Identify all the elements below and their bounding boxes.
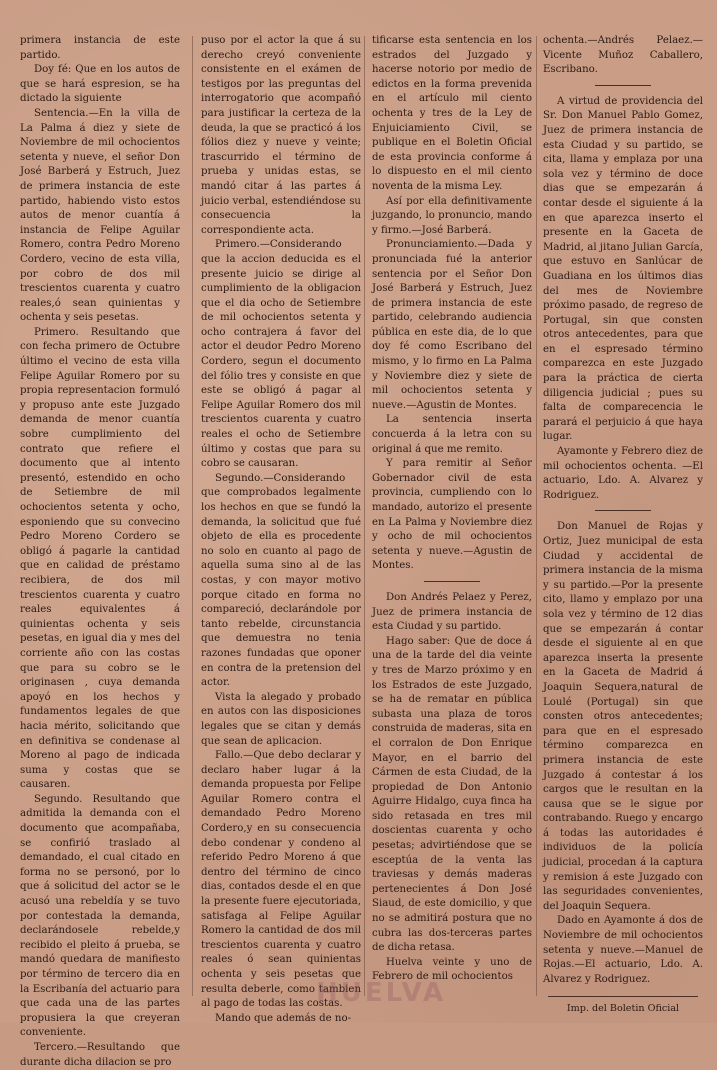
paragraph: puso por el actor la que á su derecho creyó conveniente consistente en el exámen de testigos por las preguntas del interrogatorio que acompañó para justificar la certeza de la deuda, la que se practicó á los fólios diez y nueve y veinte; trascurrido el término de prueba y unidas estas, se mandó citar á las partes á juicio verbal, estendiéndose su consecuencia la correspondiente acta. xyxy=(201,35,361,236)
paragraph: Segundo.—Considerando que comprobados legalmente los hechos en que se fundó la demanda, la solicitud que fué objeto de ella es procedente no solo en cuanto al pago de aquella suma sino al de las costas, y con mayor motivo porque citado en forma no compareció, declarándole por tanto rebelde, circunstancia que demuestra no tenia razones fundadas que oponer en contra de la pretension del actor. xyxy=(201,472,361,689)
paragraph: Y para remitir al Señor Gobernador civil de esta provincia, cumpliendo con lo mandado, autorizo el presente en La Palma y Noviembre diez y ocho de mil ochocientos setenta y nueve.—Agustin de Montes. xyxy=(372,458,532,572)
paragraph: Mando que además de no- xyxy=(215,1012,352,1024)
printer-imprint: Imp. del Boletin Oficial xyxy=(566,1003,680,1015)
paragraph: Vista la alegado y probado en autos con las disposiciones legales que se citan y demás que sean de aplicacion. xyxy=(201,691,361,747)
column-2 xyxy=(201,34,361,1024)
column-1 xyxy=(20,34,180,1068)
paragraph: Primero. Resultando que con fecha primero de Octubre último el vecino de esta villa Felipe Aguilar Romero por su propia representacion formuló y propuso ante este Juzgado demanda de menor cuantía sobre cumplimiento del contrato que refiere el documento que al intento presentó, estendido en ocho de Setiembre de mil ochocientos setenta y ocho, esponiendo que su convecino Pedro Moreno Cordero se obligó á pagarle la cantidad que en calidad de préstamo recibiera, de dos mil trescientos cuarenta y cuatro reales equivalentes á quinientas ochenta y seis pesetas, en igual dia y mes del corriente año con las costas que para su cobro se le originasen , cuya demanda apoyó en los hechos y fundamentos legales de que hacia mérito, solicitando que en definitiva se condenase al Moreno al pago de indicada suma y costas que se causaren. xyxy=(20,326,180,791)
column-divider xyxy=(536,36,537,996)
paragraph: Segundo. Resultando que admitida la demanda con el documento que acompañaba, se confirió traslado al demandado, el cual citado en forma no se personó, por lo que á solicitud del actor se le acusó una rebeldía y se tuvo por contestada la demanda, declarándosele rebelde,y recibido el pleito á prueba, se mandó quedara de manifiesto por término de tercero dia en la Escribanía del actuario para que cada una de las partes propusiera la que creyeran conveniente. xyxy=(20,793,180,1039)
paragraph: tificarse esta sentencia en los estrados del Juzgado y hacerse notorio por medio de edictos en la forma prevenida en el artículo mil ciento ochenta y tres de la Ley de Enjuiciamiento Civil, se publique en el Boletin Oficial de esta provincia conforme á lo dispuesto en el mil ciento noventa de la misma Ley. xyxy=(372,35,532,192)
paragraph: Así por ella definitivamente juzgando, lo pronuncio, mando y firmo.—José Barberá. xyxy=(372,195,532,236)
footer-rule xyxy=(548,996,698,997)
paragraph: Huelva veinte y uno de Febrero de mil ochocientos xyxy=(372,956,532,983)
paragraph: Tercero.—Resultando que durante dicha dilacion se pro xyxy=(20,1041,180,1068)
column-3 xyxy=(372,34,532,1000)
paragraph: Primero.—Considerando que la accion deducida es el presente juicio se dirige al cumplimiento de la obligacion que el dia ocho de Setiembre de mil ochocientos setenta y ocho contrajera á favor del actor el deudor Pedro Moreno Cordero, segun el documento del fólio tres y consiste en que este se obligó á pagar al Felipe Aguilar Romero dos mil trescientos cuarenta y cuatro reales el ocho de Setiembre último y costas que para su cobro se causaran. xyxy=(201,239,361,470)
column-4 xyxy=(543,34,703,1015)
paragraph: Fallo.—Que debo declarar y declaro haber lugar á la demanda propuesta por Felipe Aguilar Romero contra el demandado Pedro Moreno Cordero,y en su consecuencia debo condenar y condeno al referido Pedro Moreno á que dentro del término de cinco dias, contados desde el en que la presente fuere ejecutoriada, satisfaga al Felipe Aguilar Romero la cantidad de dos mil trescientos cuarenta y cuatro reales ó sean quinientas ochenta y seis pesetas que resulta deberle, como tambien al pago de todas las costas. xyxy=(201,750,361,1010)
paragraph: A virtud de providencia del Sr. Don Manuel Pablo Gomez, Juez de primera instancia de esta Ciudad y su partido, se cita, llama y emplaza por una sola vez y término de doce dias que se empezarán á contar desde el siguiente á la en que aparezca inserto el presente en la Gaceta de Madrid, al jitano Julian García, que estuvo en Sanlúcar de Guadiana en los últimos dias del mes de Noviembre próximo pasado, de regreso de Portugal, sin que consten otros antecedentes, para que en el espresado término comparezca en este Juzgado para la práctica de cierta diligencia judicial ; pues su falta de comparecencia le parará el perjuicio á que haya lugar. xyxy=(543,95,703,443)
paragraph: Don Andrés Pelaez y Perez, Juez de primera instancia de esta Ciudad y su partido. xyxy=(372,591,532,633)
paragraph: Hago saber: Que de doce á una de la tarde del dia veinte y tres de Marzo próximo y en los Estrados de este Juzgado, se ha de rematar en pública subasta una plaza de toros construida de maderas, sita en el corralon de Don Enrique Mayor, en el barrio del Cármen de esta Ciudad, de la propiedad de Don Antonio Aguirre Hidalgo, cuya finca ha sido retasada en tres mil doscientas cuarenta y ocho pesetas; advirtiéndose que se esceptúa de la venta las traviesas y demás maderas pertenecientes á Don José Siaud, de este domicilio, y que no se admitirá postura que no cubra las dos-terceras partes de dicha retasa. xyxy=(372,635,532,954)
paragraph: Don Manuel de Rojas y Ortiz, Juez municipal de esta Ciudad y accidental de primera instancia de la misma y su partido.—Por la presente cito, llamo y emplazo por una sola vez y término de 12 dias que se empezarán á contar desde el siguiente al en que aparezca inserta la presente en la Gaceta de Madrid á Joaquin Sequera,natural de Loulé (Portugal) sin que consten otros antecedentes; para que en el espresado término comparezca en primera instancia de este Juzgado á contestar á los cargos que le resultan en la causa que se le sigue por contrabando. Ruego y encargo á todas las autoridades é individuos de la policía judicial, procedan á la captura y remision á este Juzgado con las seguridades convenientes, del Joaquin Sequera. xyxy=(543,521,703,912)
paragraph: Ayamonte y Febrero diez de mil ochocientos ochenta. —El actuario, Ldo. A. Alvarez y Rodriguez. xyxy=(543,446,703,501)
paragraph: Sentencia.—En la villa de La Palma á diez y siete de Noviembre de mil ochocientos setenta y nueve, el señor Don José Barberá y Estruch, Juez de primera instancia de este partido, habiendo visto estos autos de menor cuantía á instancia de Felipe Aguilar Romero, contra Pedro Moreno Cordero, vecino de esta villa, por cobro de dos mil trescientos cuarenta y cuatro reales,ó sean quinientas y ochenta y seis pesetas. xyxy=(20,107,180,324)
paragraph: Pronunciamiento.—Dada y pronunciada fué la anterior sentencia por el Señor Don José Barberá y Estruch, Juez de primera instancia de este partido, celebrando audiencia pública en este dia, de lo que doy fé como Escribano del mismo, y lo firmo en La Palma y Noviembre diez y siete de mil ochocientos setenta y nueve.—Agustin de Montes. xyxy=(372,239,532,411)
paragraph: Doy fé: Que en los autos de que se hará espresion, se ha dictado la siguiente xyxy=(20,64,180,105)
section-separator xyxy=(595,85,651,86)
paragraph: Dado en Ayamonte á dos de Noviembre de mil ochocientos setenta y nueve.—Manuel de Rojas.—El actuario, Ldo. A. Alvarez y Rodriguez. xyxy=(543,915,703,985)
paragraph: primera instancia de este partido. xyxy=(20,35,180,61)
column-divider xyxy=(364,36,365,996)
paragraph: ochenta.—Andrés Pelaez.—Vicente Muñoz Caballero, Escribano. xyxy=(543,35,703,76)
column-divider xyxy=(192,36,193,996)
paragraph: La sentencia inserta concuerda á la letra con su original á que me remito. xyxy=(372,414,532,455)
section-separator xyxy=(595,510,651,511)
library-watermark: HUELVA xyxy=(316,978,447,1008)
section-separator xyxy=(424,581,480,582)
